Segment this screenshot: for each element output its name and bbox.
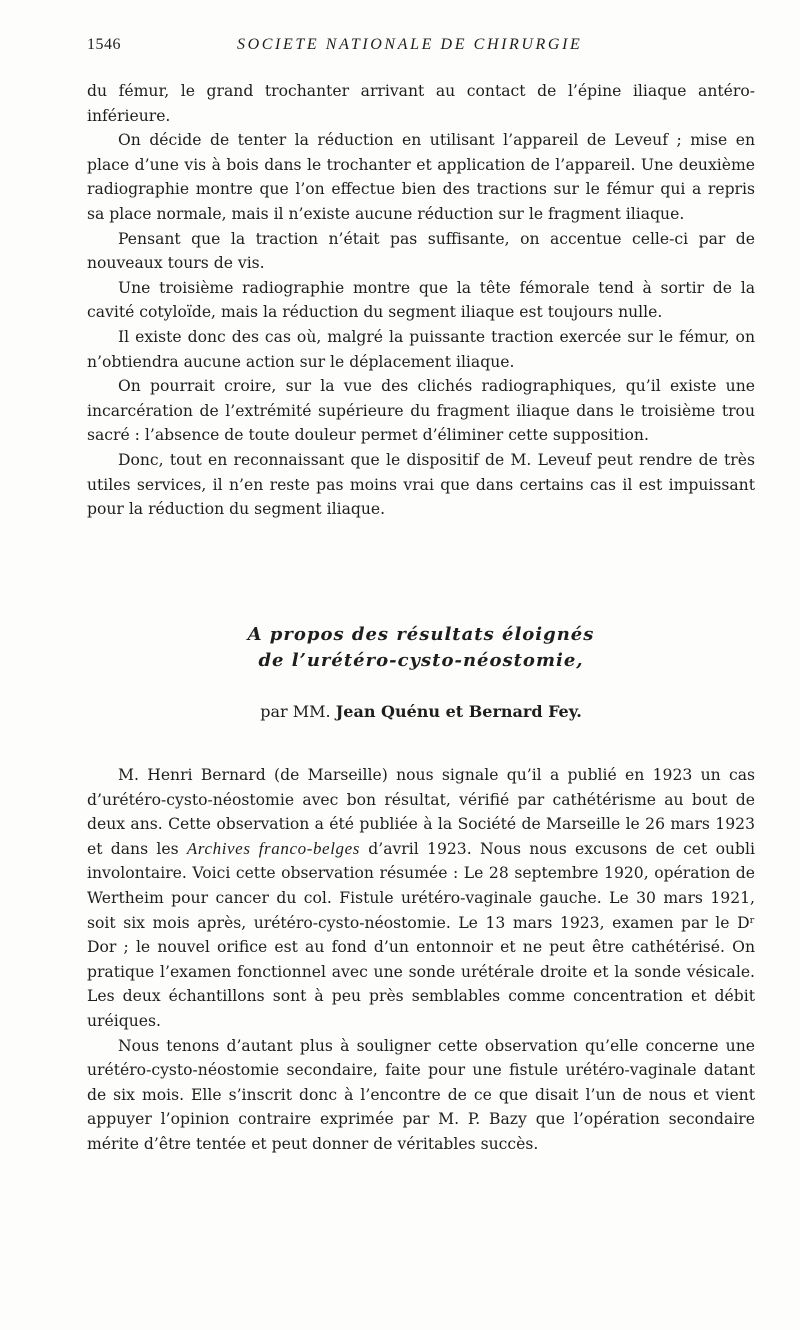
page-number: 1546	[87, 36, 121, 53]
paragraph: Pensant que la traction n’était pas suffisante, on accentue celle-ci par de nouveaux tours de vis.	[87, 229, 755, 273]
paragraph: On pourrait croire, sur la vue des clichés radiographiques, qu’il existe une incarcération de l’extrémité supérieure du fragment iliaque dans le troisième trou sacré : l’absence de toute douleur permet d’éliminer cette supposition.	[87, 377, 755, 445]
paragraph: du fémur, le grand trochanter arrivant au contact de l’épine iliaque antéro-inférieure.	[87, 82, 755, 125]
paragraph: Il existe donc des cas où, malgré la puissante traction exercée sur le fémur, on n’obtiendra aucune action sur le déplacement iliaque.	[87, 327, 755, 371]
running-head	[87, 36, 755, 58]
continued-article-text	[87, 79, 755, 522]
byline	[87, 702, 755, 721]
paragraph-text: d’avril 1923. Nous nous excusons de cet oubli involontaire. Voici cette observation résumée : Le 28 septembre 1920, opération de Wertheim pour cancer du col. Fistule urétéro-vaginale gauche. Le 30 mars 1921, soit six mois après, urétéro-cysto-néostomie. Le 13 mars 1923, examen par le Dʳ Dor ; le nouvel orifice est au fond d’un entonnoir et ne peut être cathétérisé. On pratique l’examen fonctionnel avec une sonde urétérale droite et la sonde vésicale. Les deux échantillons sont à peu près semblables comme concentration et débit uréiques.	[87, 839, 755, 1030]
paragraph: On décide de tenter la réduction en utilisant l’appareil de Leveuf ; mise en place d’une vis à bois dans le trochanter et application de l’appareil. Une deuxième radiographie montre que l’on effectue bien des tractions sur le fémur qui a repris sa place normale, mais il n’existe aucune réduction sur le fragment iliaque.	[87, 131, 755, 223]
paragraph: Nous tenons d’autant plus à souligner cette observation qu’elle concerne une urétéro-cysto-néostomie secondaire, faite pour une fistule urétéro-vaginale datant de six mois. Elle s’inscrit donc à l’encontre de ce que disait l’un de nous et vient appuyer l’opinion contraire exprimée par M. P. Bazy que l’opération secondaire mérite d’être tentée et peut donner de véritables succès.	[87, 1036, 755, 1153]
byline-authors: Jean Quénu et Bernard Fey.	[335, 702, 582, 721]
paragraph-text: M. Henri Bernard (de Marseille) nous signale qu’il a publié en 1923 un cas d’urétéro-cysto-néostomie avec bon résultat, vérifié par cathétérisme au bout de deux ans. Cette observation a été publiée à la Société de Marseille le 26 mars 1923 et dans les	[87, 766, 755, 858]
journal-reference: Archives franco-belges	[186, 838, 360, 858]
article-body	[87, 763, 755, 1157]
article-title	[87, 622, 755, 674]
paragraph: Donc, tout en reconnaissant que le dispositif de M. Leveuf peut rendre de très utiles services, il n’en reste pas moins vrai que dans certains cas il est impuissant pour la réduction du segment iliaque.	[87, 450, 755, 519]
article-title-line-1: A propos des résultats éloignés	[247, 624, 595, 645]
paragraph	[87, 763, 755, 1034]
byline-prefix: par MM.	[260, 702, 331, 721]
paragraph: Une troisième radiographie montre que la tête fémorale tend à sortir de la cavité cotyloïde, mais la réduction du segment iliaque est toujours nulle.	[87, 278, 755, 322]
article-title-line-2: de l’urétéro-cysto-néostomie,	[258, 650, 584, 671]
journal-title: SOCIETE NATIONALE DE CHIRURGIE	[237, 36, 583, 53]
